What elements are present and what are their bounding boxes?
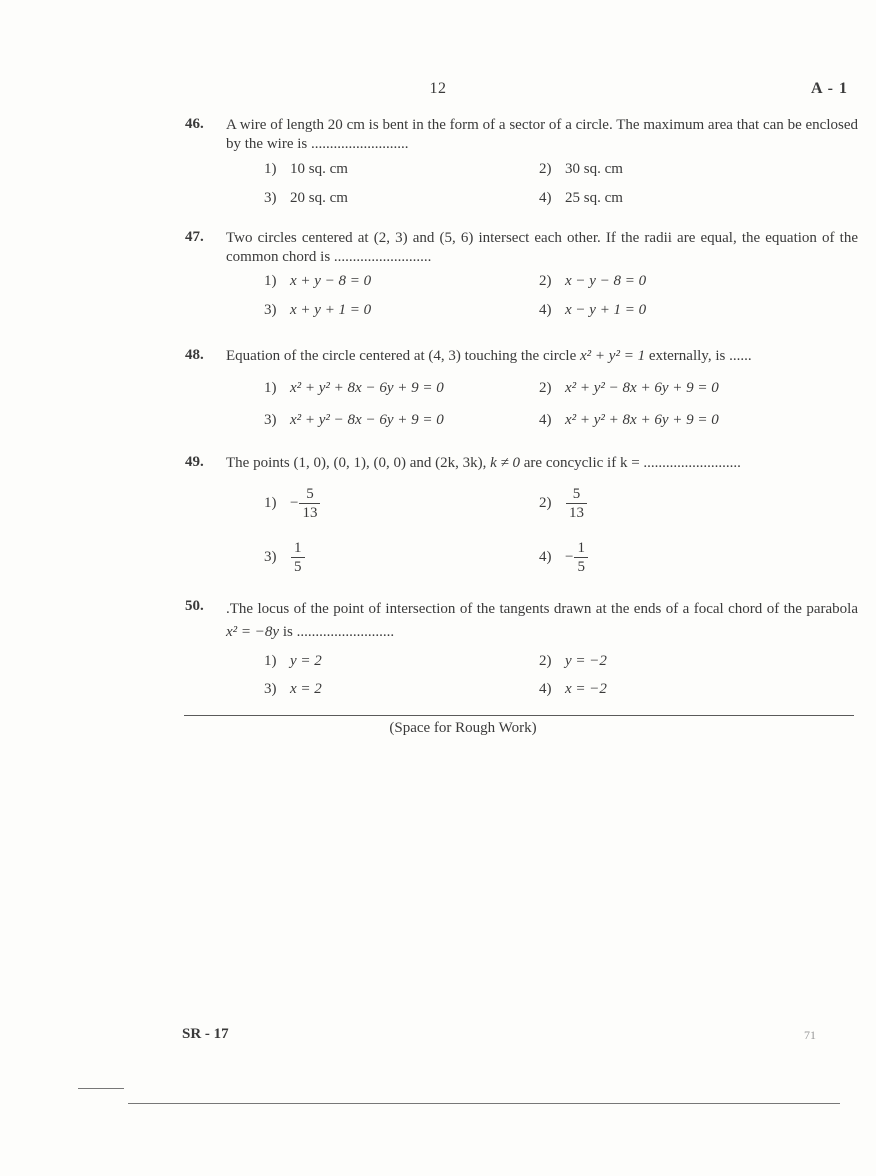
page-number: 12 [429, 80, 447, 97]
option-text: x − y − 8 = 0 [565, 273, 647, 289]
option-number: 2) [539, 653, 552, 669]
divider-line [184, 715, 854, 716]
option-number: 4) [539, 302, 552, 318]
option [539, 190, 623, 207]
option [264, 380, 444, 397]
option [264, 539, 305, 576]
option [539, 273, 646, 290]
option-text: x − y + 1 = 0 [565, 302, 647, 318]
option-number: 4) [539, 190, 552, 206]
option [264, 485, 320, 522]
option-text: x² + y² + 8x + 6y + 9 = 0 [565, 412, 719, 428]
option [539, 380, 719, 397]
option [539, 653, 607, 670]
option-text: x² + y² + 8x − 6y + 9 = 0 [290, 380, 444, 396]
question-text-part: .The locus of the point of intersection of the tangents drawn at the ends of a focal chord of the parabola [226, 601, 858, 617]
option-number: 2) [539, 494, 552, 511]
option-number: 1) [264, 494, 277, 511]
option-number: 4) [539, 412, 552, 428]
option-text: y = −2 [565, 653, 607, 669]
option-number: 3) [264, 302, 277, 318]
option-text: x = 2 [290, 681, 322, 697]
question-number: 48. [185, 347, 204, 363]
option-number: 4) [539, 548, 552, 565]
question-math: x² = −8y [226, 624, 280, 640]
fraction-denominator: 13 [569, 505, 584, 521]
fraction-numerator: 5 [566, 485, 587, 504]
option [264, 302, 371, 319]
option-number: 1) [264, 161, 277, 177]
option-number: 2) [539, 380, 552, 396]
option-number: 4) [539, 681, 552, 697]
option-text: x + y + 1 = 0 [290, 302, 372, 318]
fraction-numerator: 5 [299, 485, 320, 504]
option [539, 681, 607, 698]
question-text-part: is .......................... [279, 624, 395, 640]
question-math: x² + y² = 1 [580, 348, 646, 364]
option-sign: − [565, 549, 574, 565]
fraction-denominator: 13 [302, 505, 318, 521]
option-number: 3) [264, 412, 277, 428]
option [539, 302, 646, 319]
fraction-denominator: 5 [294, 559, 302, 575]
fraction [299, 485, 320, 522]
option-number: 3) [264, 681, 277, 697]
option [264, 161, 348, 178]
option [539, 539, 588, 576]
question-number: 50. [185, 598, 204, 614]
option-text: 25 sq. cm [565, 190, 623, 206]
option-text: x = −2 [565, 681, 607, 697]
option-number: 2) [539, 273, 552, 289]
paper-code: A - 1 [811, 80, 848, 97]
fraction [566, 485, 587, 522]
fraction-numerator: 1 [574, 539, 588, 558]
question-text: A wire of length 20 cm is bent in the form of a sector of a circle. The maximum area that can be enclosed by the wire is .......................... [226, 117, 858, 152]
option-text: 10 sq. cm [290, 161, 348, 177]
option-text: x² + y² − 8x − 6y + 9 = 0 [290, 412, 444, 428]
option-text: x² + y² − 8x + 6y + 9 = 0 [565, 380, 719, 396]
footer-mark: 71 [804, 1028, 816, 1042]
option [264, 653, 322, 670]
option-text: 30 sq. cm [565, 161, 623, 177]
fraction [291, 539, 305, 576]
question-text-part: are concyclic if k = .......................... [520, 455, 741, 471]
option-text: x + y − 8 = 0 [290, 273, 372, 289]
question-text: Two circles centered at (2, 3) and (5, 6) intersect each other. If the radii are equal, the equation of the common chord is .......................... [226, 230, 858, 265]
question-number: 46. [185, 116, 204, 132]
question-text [226, 347, 858, 366]
option [264, 412, 444, 429]
option [539, 161, 623, 178]
bottom-rule-short [78, 1088, 124, 1089]
option [264, 681, 322, 698]
option-number: 1) [264, 273, 277, 289]
fraction-denominator: 5 [577, 559, 585, 575]
footer-code: SR - 17 [182, 1026, 229, 1042]
fraction [574, 539, 588, 576]
option-number: 3) [264, 548, 277, 565]
option-sign: − [290, 495, 299, 511]
option [539, 485, 587, 522]
question-text [226, 598, 858, 644]
option [264, 273, 371, 290]
question-text-part: Equation of the circle centered at (4, 3) touching the circle [226, 348, 581, 364]
option-number: 1) [264, 653, 277, 669]
option-number: 2) [539, 161, 552, 177]
question-text-part: The points (1, 0), (0, 1), (0, 0) and (2k, 3k), [226, 455, 491, 471]
option-number: 3) [264, 190, 277, 206]
option [264, 190, 348, 207]
question-math: k ≠ 0 [490, 455, 521, 471]
rough-work-label: (Space for Rough Work) [389, 720, 537, 736]
question-text-part: externally, is ...... [645, 348, 752, 364]
bottom-rule [128, 1103, 840, 1104]
option-text: 20 sq. cm [290, 190, 348, 206]
fraction-numerator: 1 [291, 539, 305, 558]
question-number: 49. [185, 454, 204, 470]
option-text: y = 2 [290, 653, 322, 669]
question-number: 47. [185, 229, 204, 245]
option-number: 1) [264, 380, 277, 396]
question-text [226, 454, 858, 473]
option [539, 412, 719, 429]
